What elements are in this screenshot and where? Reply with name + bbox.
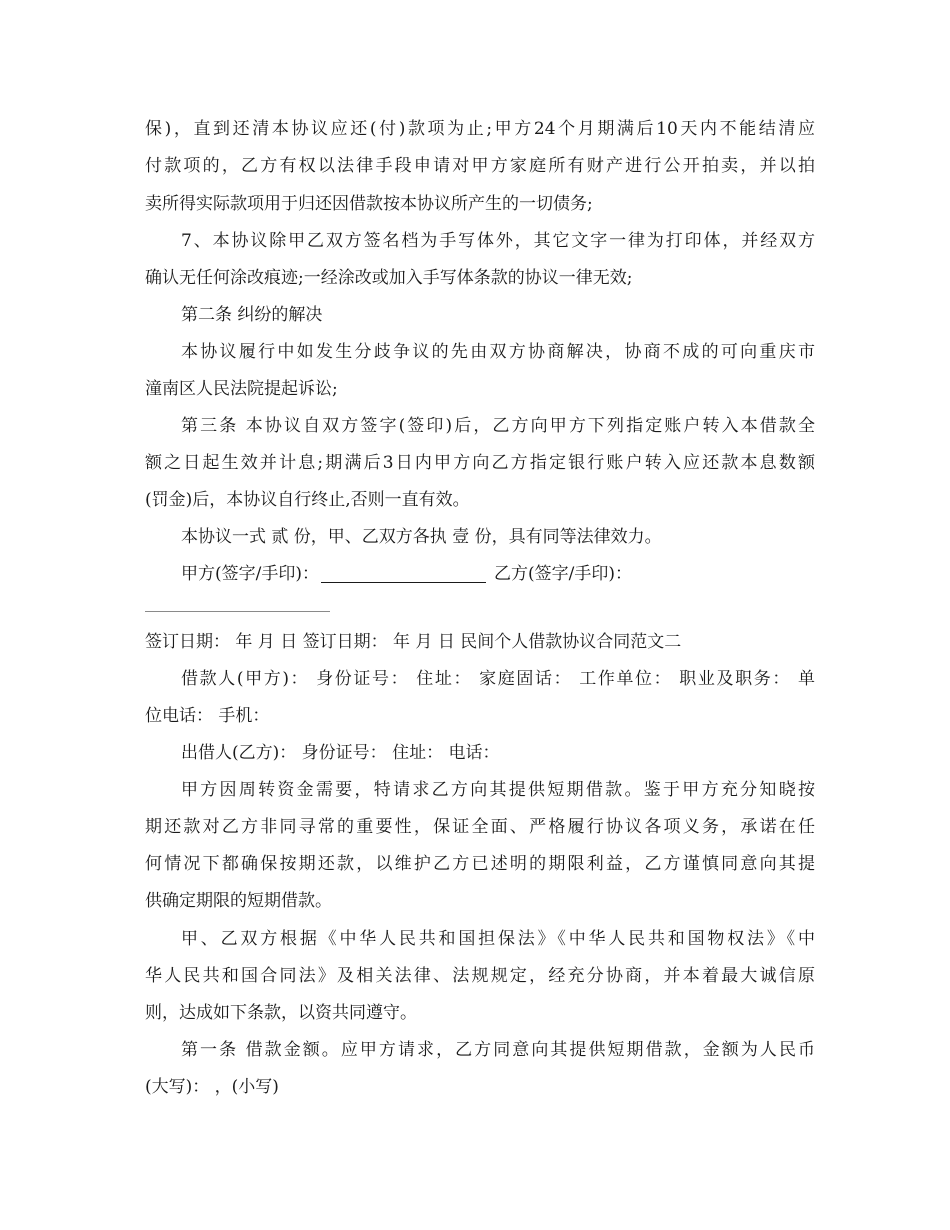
- signature-line: [181, 562, 815, 586]
- paragraph-line: 7、本协议除甲乙双方签名档为手写体外，其它文字一律为打印体，并经双方: [181, 231, 815, 251]
- paragraph-line: 卖所得实际款项用于归还因借款按本协议所产生的一切债务;: [145, 194, 593, 214]
- paragraph-line: (大写)： ，(小写): [145, 1077, 279, 1097]
- paragraph-line: 华人民共和国合同法》及相关法律、法规规定，经充分协商，并本着最大诚信原: [145, 966, 815, 986]
- paragraph-line: 出借人(乙方)： 身份证号： 住址： 电话：: [181, 743, 500, 763]
- paragraph-line: 何情况下都确保按期还款，以维护乙方已述明的期限利益，乙方谨慎同意向其提: [145, 854, 815, 874]
- party-a-signature-label: 甲方(签字/手印)：: [181, 564, 319, 584]
- section-heading: 第二条 纠纷的解决: [181, 305, 323, 325]
- paragraph-line: 本协议履行中如发生分歧争议的先由双方协商解决，协商不成的可向重庆市: [181, 342, 815, 362]
- paragraph-line: 借款人(甲方)： 身份证号： 住址： 家庭固话： 工作单位： 职业及职务： 单: [181, 669, 815, 689]
- date-line: 签订日期： 年 月 日 签订日期： 年 月 日 民间个人借款协议合同范文二: [145, 632, 682, 652]
- signature-underline: [145, 611, 330, 612]
- paragraph-line: 额之日起生效并计息;期满后3日内甲方向乙方指定银行账户转入应还款本息数额: [145, 453, 815, 473]
- paragraph-line: 保)，直到还清本协议应还(付)款项为止;甲方24个月期满后10天内不能结清应: [145, 119, 815, 139]
- paragraph-line: (罚金)后，本协议自行终止,否则一直有效。: [145, 490, 470, 510]
- paragraph-line: 本协议一式 贰 份，甲、乙双方各执 壹 份，具有同等法律效力。: [181, 527, 662, 547]
- paragraph-line: 确认无任何涂改痕迹;一经涂改或加入手写体条款的协议一律无效;: [145, 268, 633, 288]
- party-b-signature-label: 乙方(签字/手印)：: [494, 564, 632, 584]
- paragraph-line: 潼南区人民法院提起诉讼;: [145, 379, 338, 399]
- paragraph-line: 甲、乙双方根据《中华人民共和国担保法》《中华人民共和国物权法》《中: [181, 929, 815, 949]
- paragraph-line: 甲方因周转资金需要，特请求乙方向其提供短期借款。鉴于甲方充分知晓按: [181, 780, 815, 800]
- paragraph-line: 供确定期限的短期借款。: [145, 891, 332, 911]
- paragraph-line: 则，达成如下条款，以资共同遵守。: [145, 1003, 417, 1023]
- paragraph-line: 第一条 借款金额。应甲方请求，乙方同意向其提供短期借款，金额为人民币: [181, 1040, 815, 1060]
- paragraph-line: 期还款对乙方非同寻常的重要性，保证全面、严格履行协议各项义务，承诺在任: [145, 817, 815, 837]
- paragraph-line: 第三条 本协议自双方签字(签印)后，乙方向甲方下列指定账户转入本借款全: [181, 416, 815, 436]
- paragraph-line: 付款项的，乙方有权以法律手段申请对甲方家庭所有财产进行公开拍卖，并以拍: [145, 156, 815, 176]
- party-a-signature-blank: [321, 564, 486, 583]
- paragraph-line: 位电话： 手机：: [145, 706, 270, 726]
